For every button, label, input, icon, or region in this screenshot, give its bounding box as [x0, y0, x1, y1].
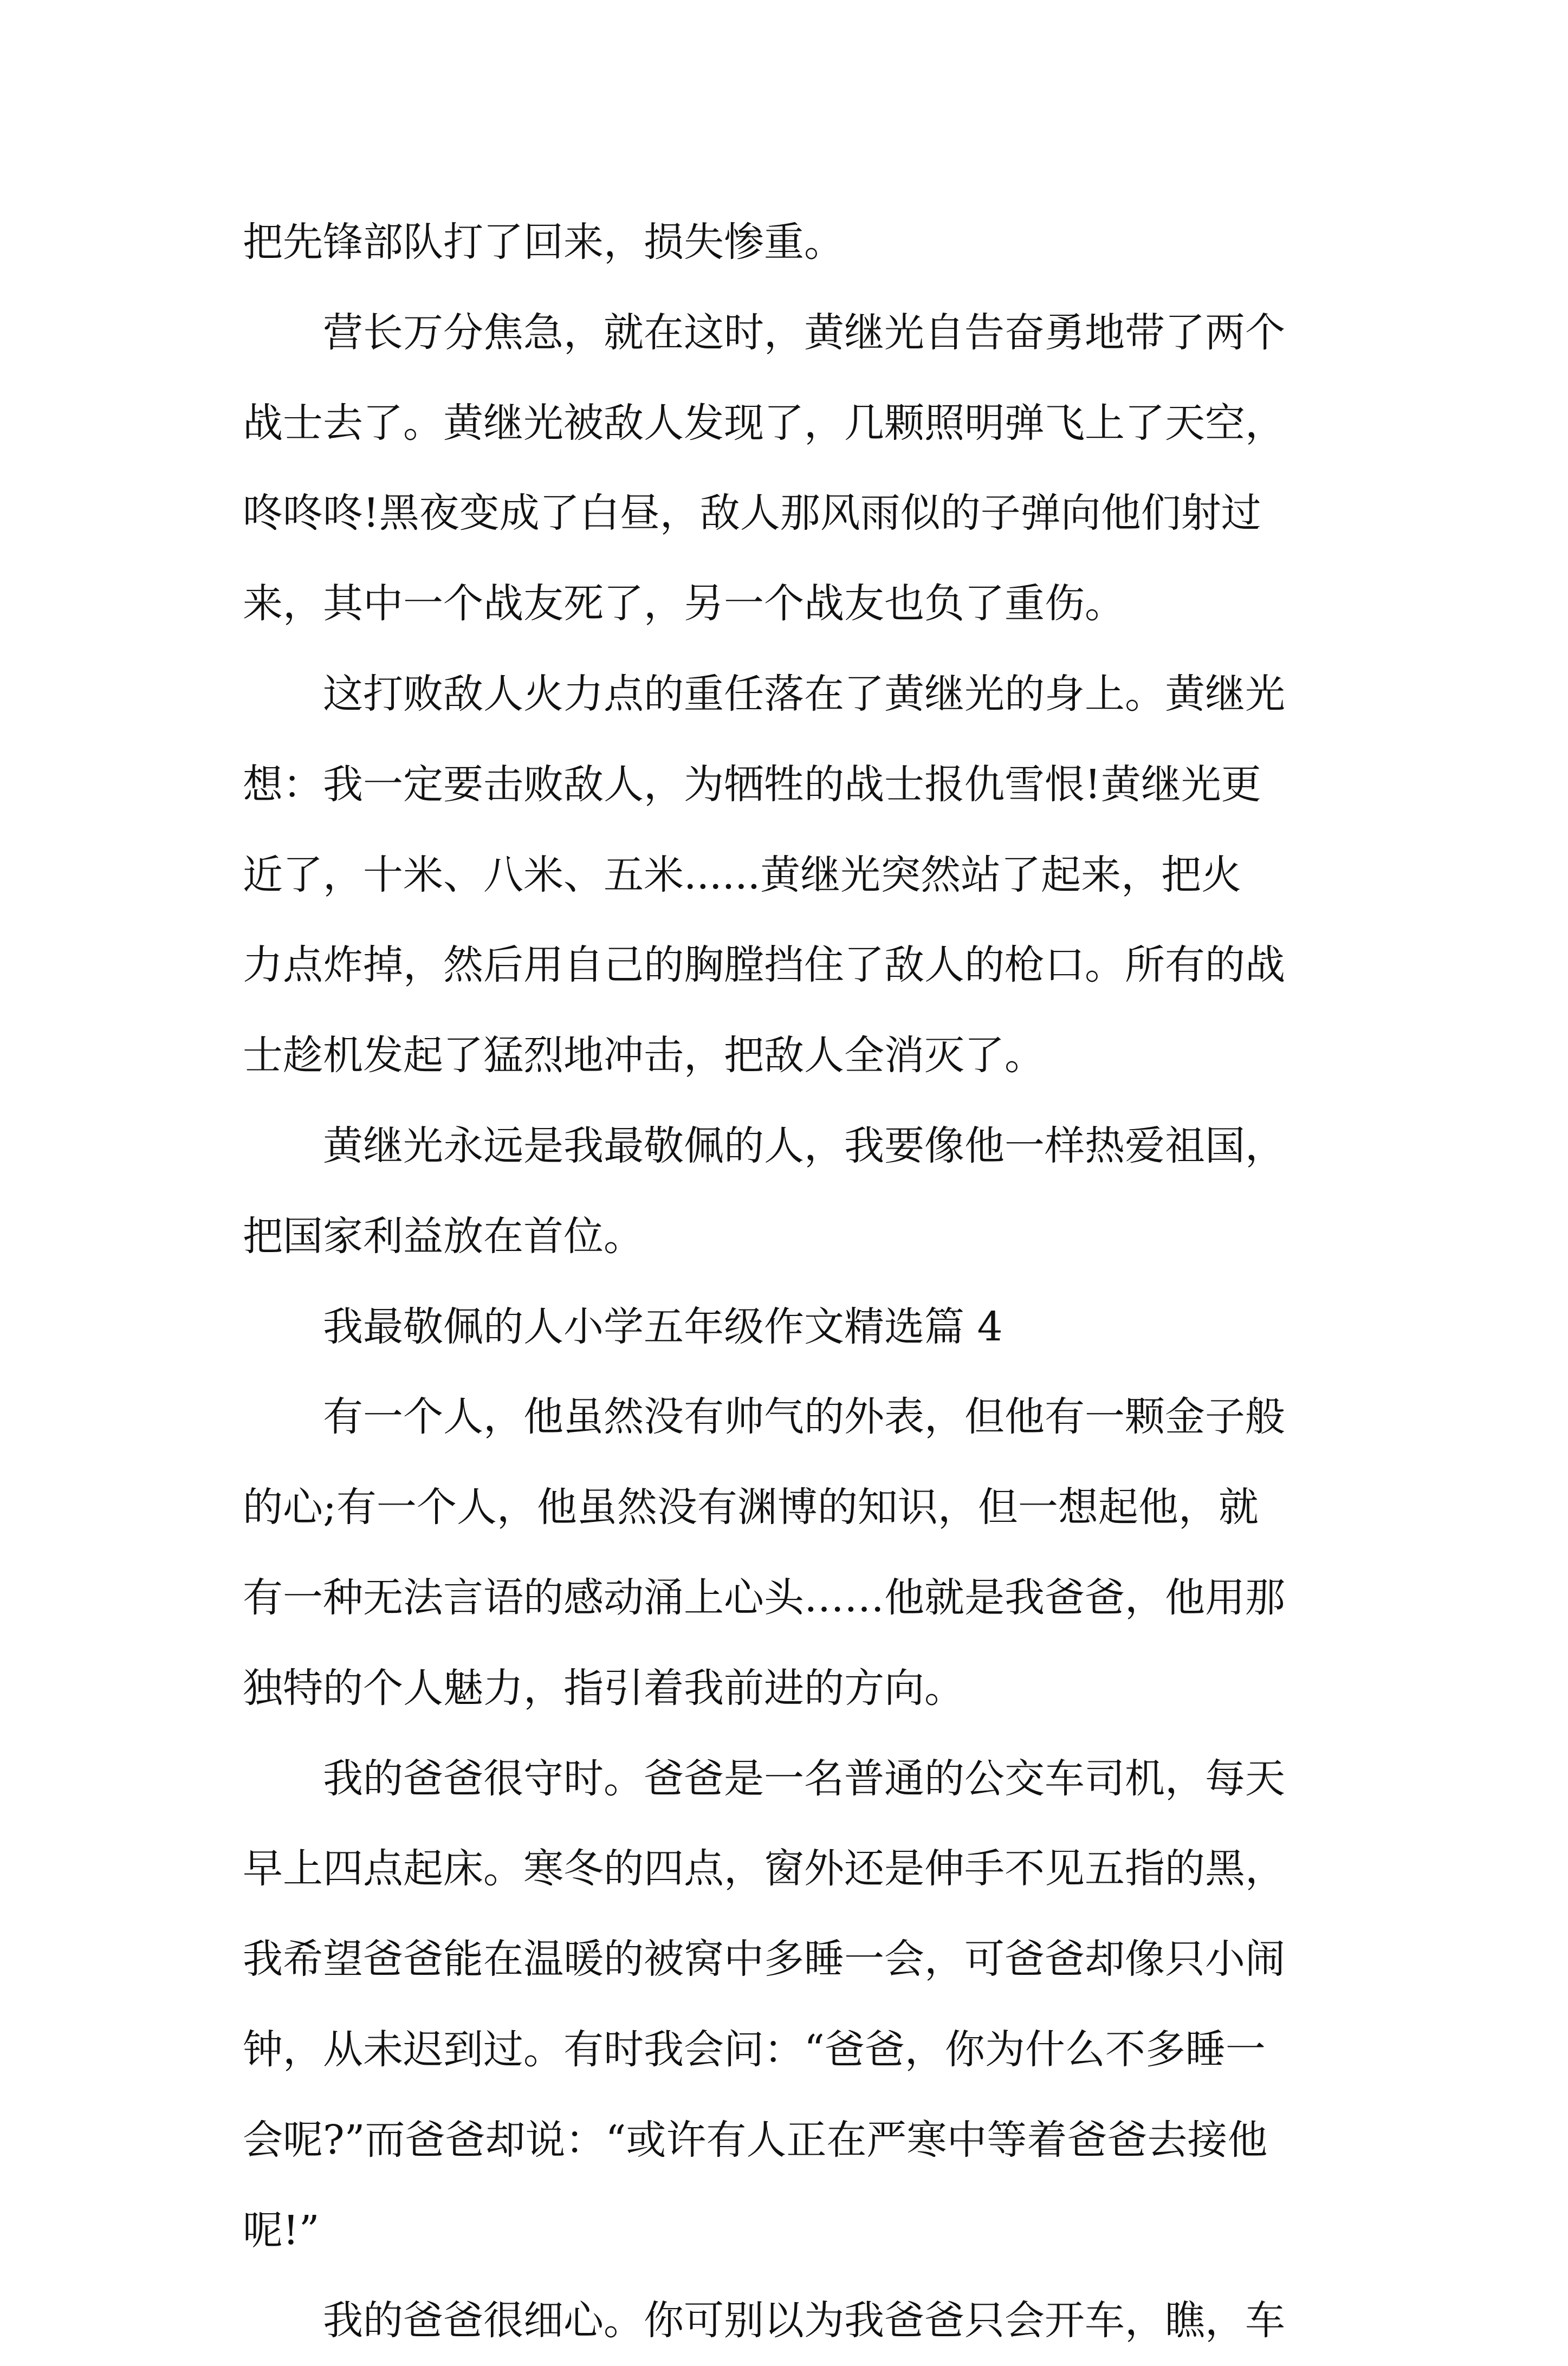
text-line: 近了，十米、八米、五米......黄继光突然站了起来，把火 [243, 851, 1242, 898]
text-line: 我的爸爸很守时。爸爸是一名普通的公交车司机，每天 [323, 1755, 1285, 1802]
section-heading: 我最敬佩的人小学五年级作文精选篇 4 [323, 1303, 1003, 1350]
text-line: 力点炸掉，然后用自己的胸膛挡住了敌人的枪口。所有的战 [243, 942, 1285, 989]
text-line: 营长万分焦急，就在这时，黄继光自告奋勇地带了两个 [323, 309, 1285, 356]
text-line: 会呢?”而爸爸却说：“或许有人正在严寒中等着爸爸去接他 [243, 2116, 1268, 2163]
text-line: 早上四点起床。寒冬的四点，窗外还是伸手不见五指的黑， [243, 1845, 1285, 1892]
text-line: 战士去了。黄继光被敌人发现了，几颗照明弹飞上了天空， [243, 399, 1285, 446]
text-line: 钟，从未迟到过。有时我会问：“爸爸，你为什么不多睡一 [243, 2026, 1266, 2073]
text-line: 来，其中一个战友死了，另一个战友也负了重伤。 [243, 580, 1125, 627]
text-line: 我希望爸爸能在温暖的被窝中多睡一会，可爸爸却像只小闹 [243, 1936, 1285, 1983]
text-line: 有一种无法言语的感动涌上心头……他就是我爸爸，他用那 [243, 1574, 1285, 1621]
text-line: 我的爸爸很细心。你可别以为我爸爸只会开车，瞧，车 [323, 2297, 1285, 2344]
text-line: 黄继光永远是我最敬佩的人，我要像他一样热爱祖国， [323, 1122, 1285, 1169]
document-body [243, 197, 1343, 2366]
text-line: 这打败敌人火力点的重任落在了黄继光的身上。黄继光 [323, 670, 1285, 717]
text-line: 有一个人，他虽然没有帅气的外表，但他有一颗金子般 [323, 1393, 1285, 1441]
text-line: 士趁机发起了猛烈地冲击，把敌人全消灭了。 [243, 1032, 1045, 1079]
text-line: 咚咚咚!黑夜变成了白昼，敌人那风雨似的子弹向他们射过 [243, 490, 1261, 537]
text-line: 独特的个人魅力，指引着我前进的方向。 [243, 1664, 964, 1712]
text-line: 呢!” [243, 2207, 320, 2254]
text-line: 把国家利益放在首位。 [243, 1213, 644, 1260]
text-line: 想：我一定要击败敌人，为牺牲的战士报仇雪恨!黄继光更 [243, 761, 1261, 808]
text-line: 的心;有一个人，他虽然没有渊博的知识，但一想起他，就 [243, 1484, 1259, 1531]
text-line: 把先锋部队打了回来，损失惨重。 [243, 219, 844, 265]
